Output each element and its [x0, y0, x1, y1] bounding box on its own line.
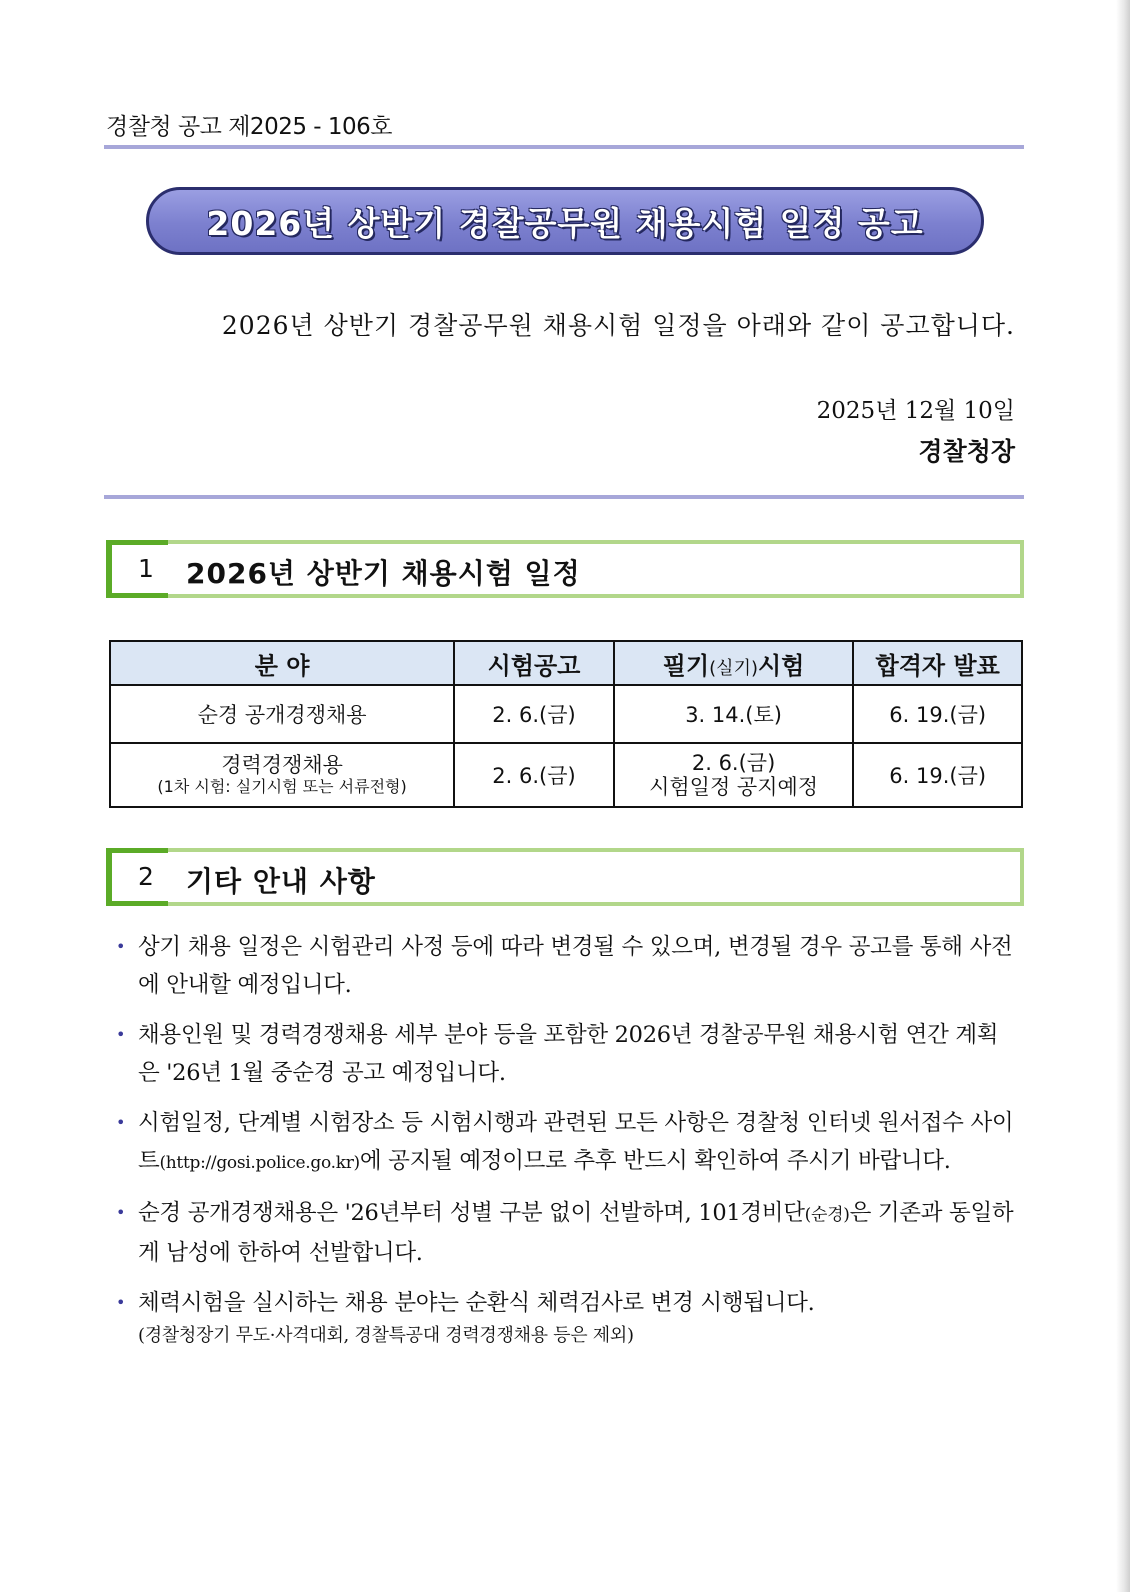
header-written-c: 시험 — [757, 651, 805, 680]
list-item — [116, 1016, 1016, 1092]
list-item — [116, 1194, 1016, 1272]
list-item-text — [138, 1194, 1016, 1272]
cell-field-main: 경력경쟁채용 — [221, 753, 343, 777]
section-accent — [106, 593, 168, 598]
section-title: 2026년 상반기 채용시험 일정 — [186, 557, 581, 590]
bullet-icon: • — [116, 1025, 126, 1044]
signer: 경찰청장 — [918, 437, 1015, 466]
list-item — [116, 928, 1016, 1004]
list-item-text-b: 에 공지될 예정이므로 추후 반드시 확인하여 주시기 바랍니다. — [359, 1148, 951, 1174]
bullet-icon: • — [116, 937, 126, 956]
notice-number: 경찰청 공고 제2025 - 106호 — [106, 114, 393, 140]
list-item-text — [138, 1104, 1016, 1182]
list-item-small: (순경) — [804, 1205, 850, 1225]
list-item-main: 체력시험을 실시하는 채용 분야는 순환식 체력검사로 변경 시행됩니다. — [138, 1290, 815, 1316]
cell-written-main: 2. 6.(금) — [691, 751, 776, 775]
top-divider — [104, 145, 1024, 149]
intro-text: 2026년 상반기 경찰공무원 채용시험 일정을 아래와 같이 공고합니다. — [221, 311, 1015, 340]
header-written-b: (실기) — [709, 657, 758, 679]
list-item — [116, 1104, 1016, 1182]
table-header-row — [110, 641, 1022, 685]
header-written-a: 필기 — [662, 651, 710, 680]
section-accent — [106, 540, 112, 598]
list-item — [116, 1284, 1016, 1350]
cell-notice: 2. 6.(금) — [454, 685, 614, 743]
list-item-text-a: 순경 공개경쟁채용은 '26년부터 성별 구분 없이 선발하며, 101경비단 — [138, 1200, 805, 1226]
section-2-header — [106, 848, 1024, 906]
header-field: 분 야 — [110, 641, 454, 685]
header-notice: 시험공고 — [454, 641, 614, 685]
cell-written: 3. 14.(토) — [614, 685, 853, 743]
document-title: 2026년 상반기 경찰공무원 채용시험 일정 공고 — [206, 203, 924, 243]
notes-list — [116, 928, 1016, 1362]
header-divider — [104, 495, 1024, 499]
section-accent — [106, 901, 168, 906]
title-banner — [146, 187, 984, 255]
site-url: (http://gosi.police.go.kr) — [159, 1153, 360, 1173]
list-item-text-a: 시험일정, 단계별 시험장소 등 시험시행과 관련된 모든 사항은 경찰청 인터넷 원서접수 사이트 — [138, 1110, 1014, 1174]
table-row — [110, 743, 1022, 807]
announcement-date: 2025년 12월 10일 — [816, 398, 1015, 424]
section-title: 기타 안내 사항 — [186, 865, 376, 898]
list-item-text: 상기 채용 일정은 시험관리 사정 등에 따라 변경될 수 있으며, 변경될 경우 공고를 통해 사전에 안내할 예정입니다. — [138, 934, 1013, 998]
page-edge-shadow — [1116, 0, 1130, 1592]
bullet-icon: • — [116, 1113, 126, 1132]
cell-notice: 2. 6.(금) — [454, 743, 614, 807]
header-written — [614, 641, 853, 685]
section-number: 1 — [138, 554, 154, 583]
cell-field-sub: (1차 시험: 실기시험 또는 서류전형) — [157, 777, 407, 796]
list-item-text-b: 은 기존과 동일하게 남성에 한하여 선발합니다. — [138, 1200, 1014, 1266]
bullet-icon: • — [116, 1293, 126, 1312]
section-accent — [106, 848, 112, 906]
header-result: 합격자 발표 — [853, 641, 1022, 685]
cell-written — [614, 743, 853, 807]
section-accent — [106, 848, 168, 853]
table-row — [110, 685, 1022, 743]
list-item-text: 채용인원 및 경력경쟁채용 세부 분야 등을 포함한 2026년 경찰공무원 채용시험 연간 계획은 '26년 1월 중순경 공고 예정입니다. — [138, 1022, 999, 1086]
list-item-text — [138, 1284, 1016, 1350]
section-1-header — [106, 540, 1024, 598]
schedule-table — [109, 640, 1023, 808]
cell-field — [110, 743, 454, 807]
cell-result: 6. 19.(금) — [853, 685, 1022, 743]
cell-result: 6. 19.(금) — [853, 743, 1022, 807]
bullet-icon: • — [116, 1203, 126, 1222]
list-item-note: (경찰청장기 무도·사격대회, 경찰특공대 경력경쟁채용 등은 제외) — [138, 1325, 634, 1346]
cell-field: 순경 공개경쟁채용 — [110, 685, 454, 743]
section-number: 2 — [138, 862, 154, 891]
section-accent — [106, 540, 168, 545]
cell-written-sub: 시험일정 공지예정 — [649, 775, 819, 799]
